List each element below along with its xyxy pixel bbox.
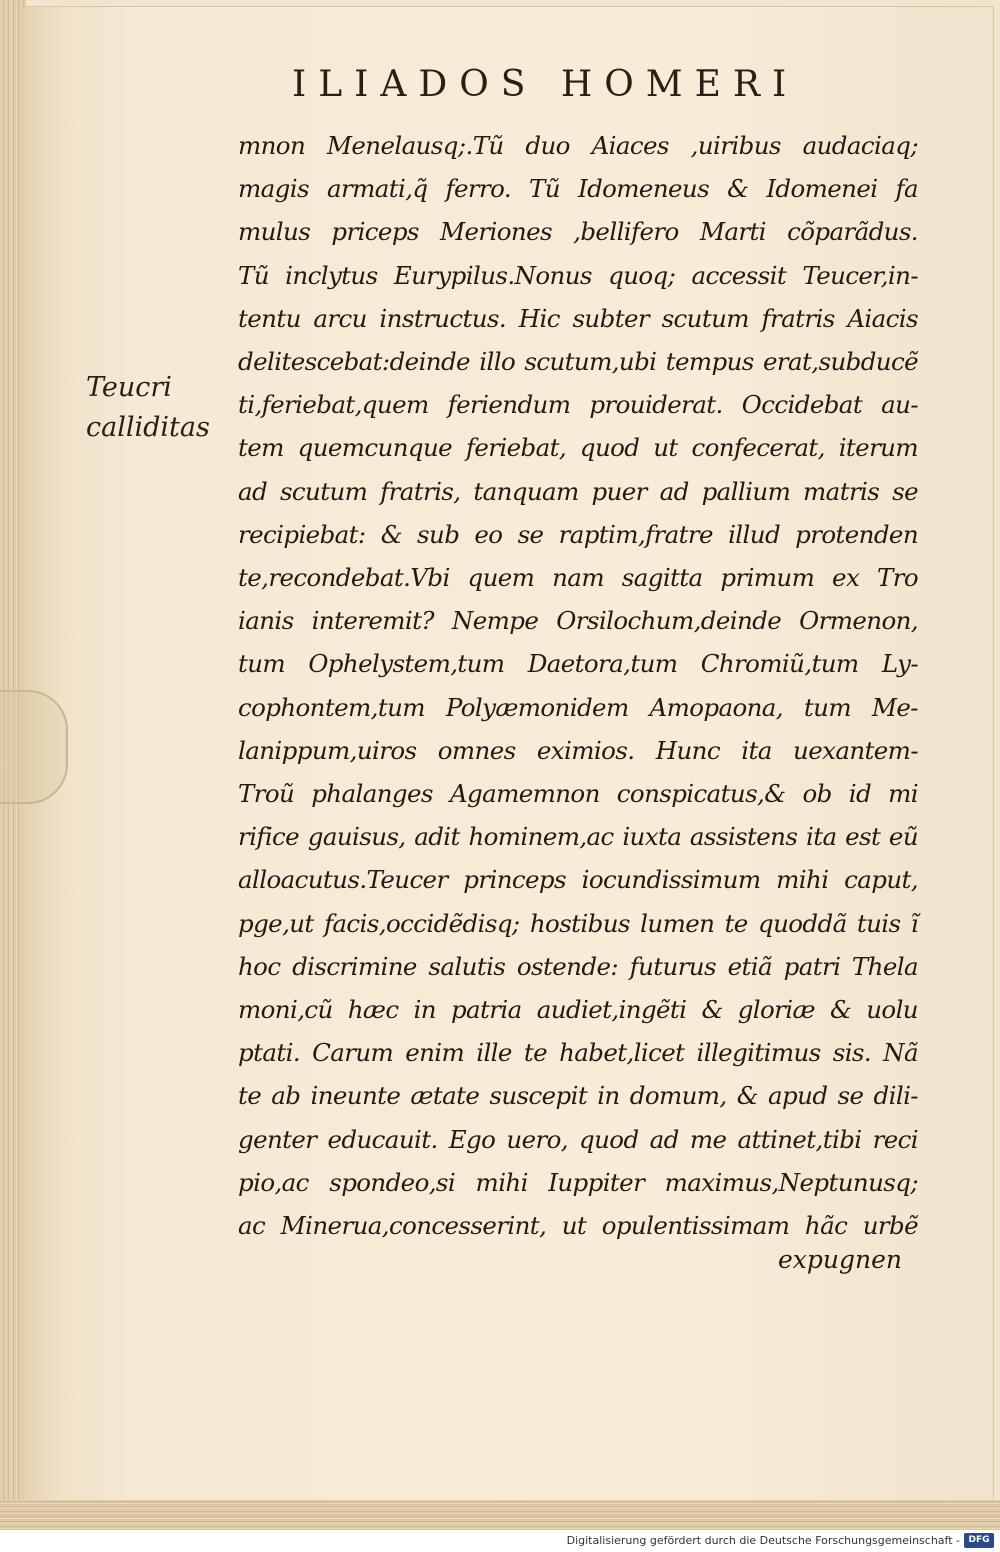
text-line: ac Minerua,concesserint, ut opulentissimam hãc urbẽ <box>238 1211 918 1241</box>
text-line: magis armati,q̃ ferro. Tũ Idomeneus & Idomenei fa <box>238 174 918 204</box>
text-line: Tũ inclytus Eurypilus.Nonus quoq; accessit Teucer,in- <box>238 260 918 290</box>
text-line: pge,ut facis,occidẽdisq; hostibus lumen te quoddã tuis ĩ <box>238 908 918 938</box>
catchword: expugnen <box>778 1245 902 1274</box>
text-line: ptati. Carum enim ille te habet,licet illegitimus sis. Nã <box>238 1038 918 1068</box>
text-line: mulus priceps Meriones ,bellifero Marti cõparãdus. <box>238 217 918 247</box>
digitization-footer <box>0 1530 1000 1552</box>
marginal-note <box>86 368 226 448</box>
text-line: ianis interemit? Nempe Orsilochum,deinde Ormenon, <box>238 606 918 636</box>
text-line: mnon Menelausq;.Tũ duo Aiaces ,uiribus audaciaq; <box>238 131 918 160</box>
text-line: delitescebat:deinde illo scutum,ubi tempus erat,subducẽ <box>238 347 918 377</box>
text-line: rifice gauisus, adit hominem,ac iuxta assistens ita est eũ <box>238 822 918 852</box>
text-line: ad scutum fratris, tanquam puer ad pallium matris se <box>238 476 918 506</box>
marginal-note-line: calliditas <box>86 412 210 443</box>
text-line: cophontem,tum Polyæmonidem Amopaona, tum Me- <box>238 692 918 722</box>
text-line: alloacutus.Teucer princeps iocundissimum mihi caput, <box>238 865 918 895</box>
text-line: hoc discrimine salutis ostende: futurus etiã patri Thela <box>238 951 918 981</box>
text-line: genter educauit. Ego uero, quod ad me attinet,tibi reci <box>238 1124 918 1154</box>
dfg-logo-icon: DFG <box>964 1533 994 1548</box>
text-line: tentu arcu instructus. Hic subter scutum fratris Aiacis <box>238 303 918 333</box>
text-line: tum Ophelystem,tum Daetora,tum Chromiũ,tum Ly- <box>238 649 918 679</box>
text-line: te ab ineunte ætate suscepit in domum, & apud se dili- <box>238 1081 918 1111</box>
text-line: recipiebat: & sub eo se raptim,fratre illud protenden <box>238 519 918 549</box>
text-line: tem quemcunque feriebat, quod ut confecerat, iterum <box>238 433 918 463</box>
text-line: pio,ac spondeo,si mihi Iuppiter maximus,Neptunusq; <box>238 1167 918 1197</box>
body-text <box>238 124 918 1247</box>
text-line: ti,feriebat,quem feriendum prouiderat. Occidebat au- <box>238 390 918 420</box>
text-line: moni,cũ hæc in patria audiet,ingẽti & gloriæ & uolu <box>238 995 918 1025</box>
footer-credit: Digitalisierung gefördert durch die Deutsche Forschungsgemeinschaft - <box>566 1534 960 1547</box>
marginal-note-line: Teucri <box>86 372 172 403</box>
text-line: lanippum,uiros omnes eximios. Hunc ita uexantem- <box>238 735 918 765</box>
page-bottom-edges <box>0 1500 1000 1530</box>
running-head: ILIADOS HOMERI <box>292 64 799 105</box>
clip-shadow <box>0 690 68 804</box>
text-line: Troũ phalanges Agamemnon conspicatus,& ob id mi <box>238 779 918 809</box>
text-line: te,recondebat.Vbi quem nam sagitta primum ex Tro <box>238 563 918 593</box>
